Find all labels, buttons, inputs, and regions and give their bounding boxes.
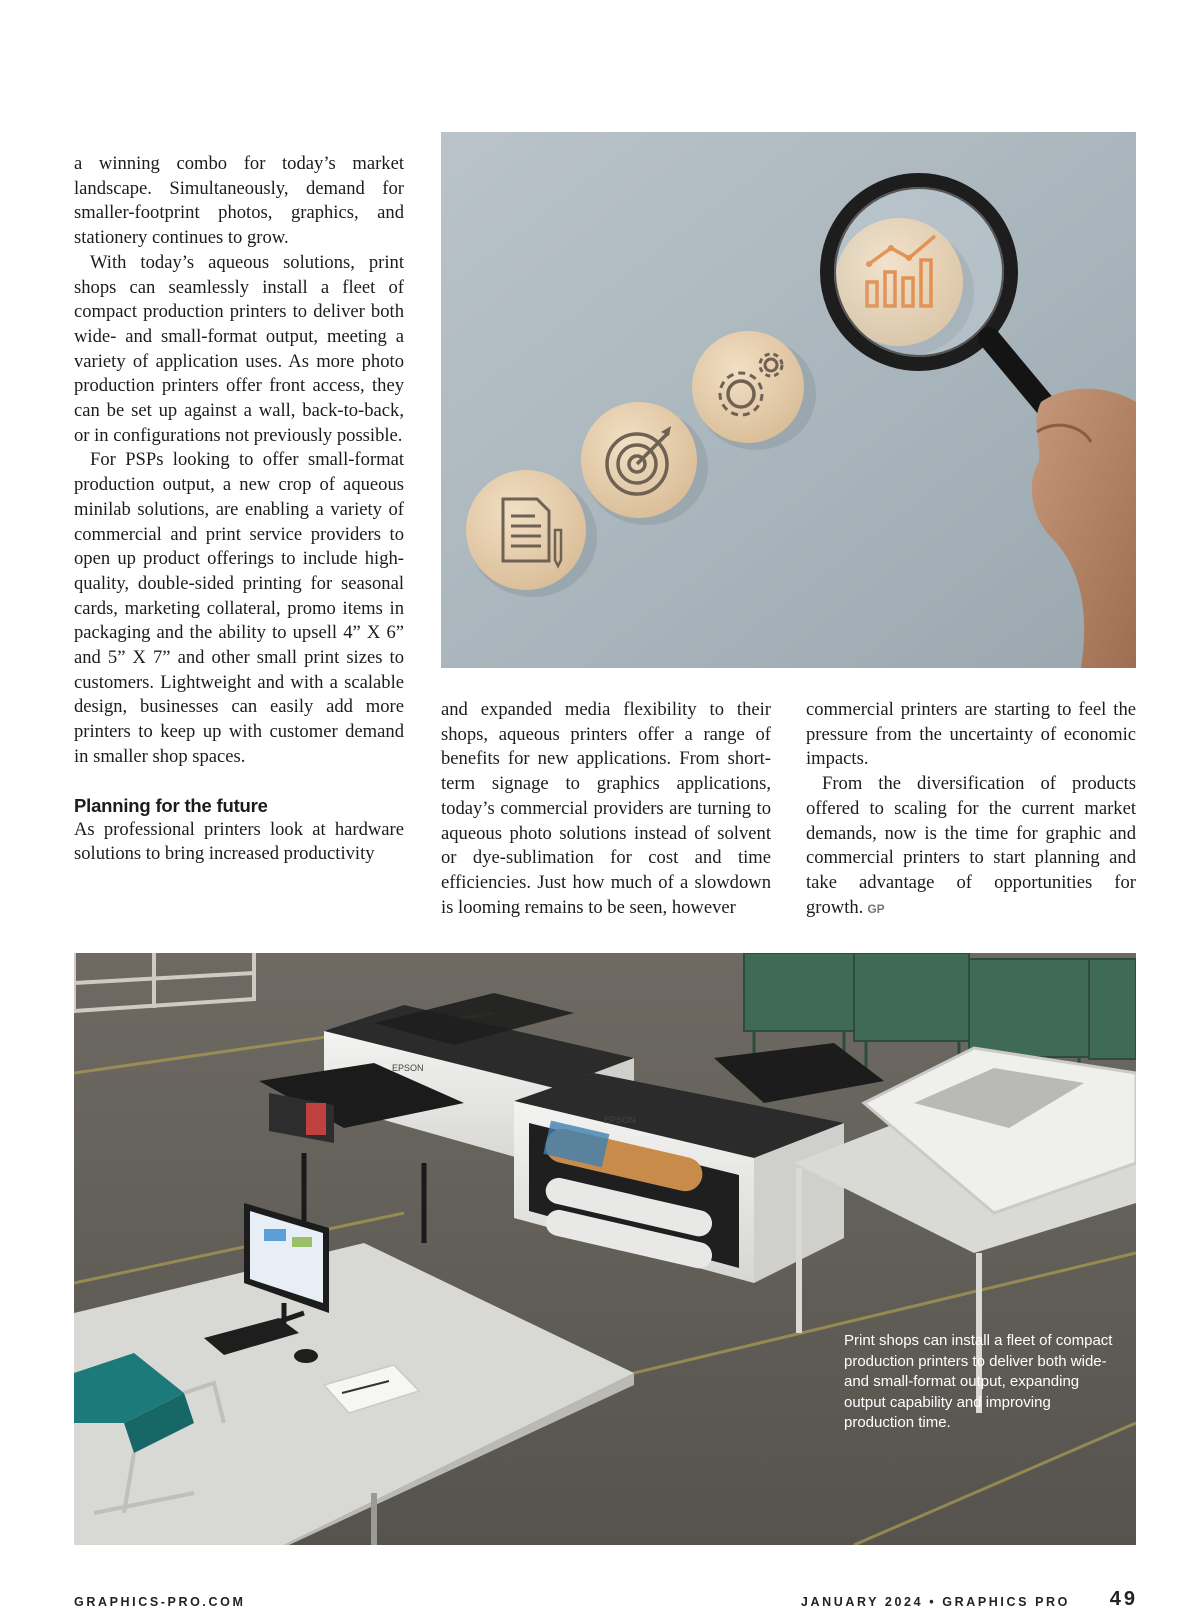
brand-label: EPSON <box>392 1063 424 1073</box>
concept-photo <box>441 132 1136 668</box>
paragraph <box>806 772 1136 921</box>
paragraph: With today’s aqueous solutions, print shops can seamlessly install a fleet of compact production printers to deliver both wide- and small-format output, meeting a variety of application uses. As more photo production printers offer front access, they can be set up against a wall, back-to-back, or in configurations not previously possible. <box>74 251 404 446</box>
page-number: 49 <box>1109 1588 1138 1610</box>
print-shop-photo <box>74 953 1136 1545</box>
brand-label: EPSON <box>604 1115 636 1125</box>
target-icon <box>581 402 697 518</box>
article-column-1 <box>74 152 404 867</box>
footer-issue: JANUARY 2024 • GRAPHICS PRO <box>800 1595 1070 1609</box>
end-mark: GP <box>867 901 885 916</box>
section-heading: Planning for the future <box>74 794 268 816</box>
paragraph-text: From the diversification of products offered to scaling for the current market demands, now is the time for graphic and commercial printers to start planning and take advantage of opportunities for growth. <box>806 773 1136 918</box>
paragraph: commercial printers are starting to feel the pressure from the uncertainty of economic impacts. <box>806 699 1136 770</box>
paragraph: and expanded media flexibility to their shops, aqueous printers offer a range of benefits for new applications. From short-term signage to graphics applications, today’s commercial providers are turning to aqueous photo solutions instead of solvent or dye-sublimation for cost and time efficiencies. Just how much of a slowdown is looming remains to be seen, however <box>441 699 771 918</box>
footer-website: GRAPHICS-PRO.COM <box>74 1595 246 1609</box>
paragraph: As professional printers look at hardware solutions to bring increased productivity <box>74 818 404 865</box>
document-icon <box>466 470 586 590</box>
article-column-2 <box>441 698 771 920</box>
gears-icon <box>692 331 804 443</box>
article-column-3 <box>806 698 1136 921</box>
paragraph: a winning combo for today’s market landscape. Simultaneously, demand for smaller-footprint photos, graphics, and stationery continues to grow. <box>74 153 404 249</box>
paragraph: For PSPs looking to offer small-format production output, a new crop of aqueous minilab solutions, are enabling a variety of commercial and print service providers to open up product offerings to include high-quality, double-sided printing for seasonal cards, marketing collateral, promo items in packaging and the ability to upsell 4” X 6” and 5” X 7” and other small print sizes to customers. Lightweight and with a scalable design, businesses can easily add more printers to keep up with customer demand in smaller shop spaces. <box>74 449 404 767</box>
mouse <box>294 1349 318 1363</box>
photo-caption: Print shops can install a fleet of compact production printers to deliver both wide- and small-format output, expanding output capability and improving production time. <box>844 1332 1113 1431</box>
